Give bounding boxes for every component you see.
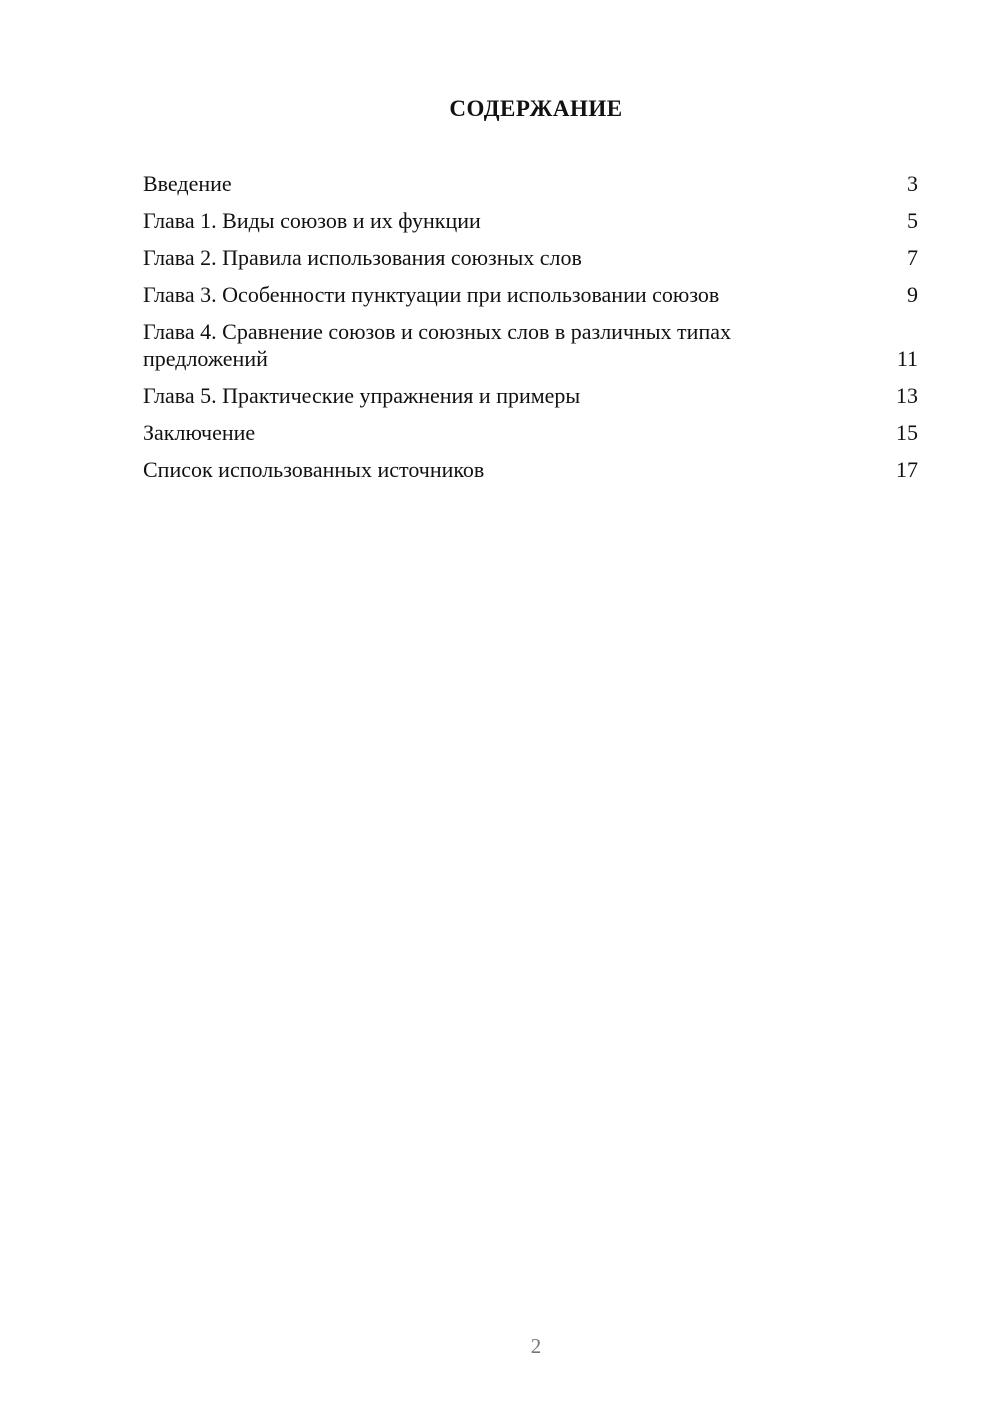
toc-entry	[143, 207, 918, 234]
toc-entry	[143, 456, 918, 483]
toc-entry-page: 7	[907, 245, 918, 270]
toc-entry	[143, 382, 918, 409]
toc-entry-label: Введение	[143, 171, 232, 196]
toc-title: СОДЕРЖАНИЕ	[449, 96, 623, 121]
toc-entry-page: 11	[896, 346, 918, 371]
page-number: 2	[530, 1334, 542, 1358]
toc-entry	[143, 281, 918, 308]
toc-entry	[143, 318, 918, 372]
toc-entry	[143, 170, 918, 197]
toc-entry	[143, 419, 918, 446]
toc-entry-label: Глава 5. Практические упражнения и примеры	[143, 383, 581, 408]
toc-entry-page: 13	[896, 383, 918, 408]
toc-entry	[143, 244, 918, 271]
toc-entry-page: 3	[907, 171, 918, 196]
toc-entry-page: 17	[896, 457, 918, 482]
toc-entry-page: 9	[907, 282, 918, 307]
toc-entry-label: Заключение	[143, 420, 256, 445]
toc-entry-label: Список использованных источников	[143, 457, 485, 482]
toc-entry-label: Глава 1. Виды союзов и их функции	[143, 208, 481, 233]
toc-entry-page: 15	[896, 420, 918, 445]
table-of-contents	[143, 170, 918, 493]
toc-entry-label: Глава 4. Сравнение союзов и союзных слов в различных типах предложений	[143, 319, 731, 371]
toc-entry-label: Глава 2. Правила использования союзных слов	[143, 245, 582, 270]
toc-entry-label: Глава 3. Особенности пунктуации при использовании союзов	[143, 282, 720, 307]
toc-entry-page: 5	[907, 208, 918, 233]
